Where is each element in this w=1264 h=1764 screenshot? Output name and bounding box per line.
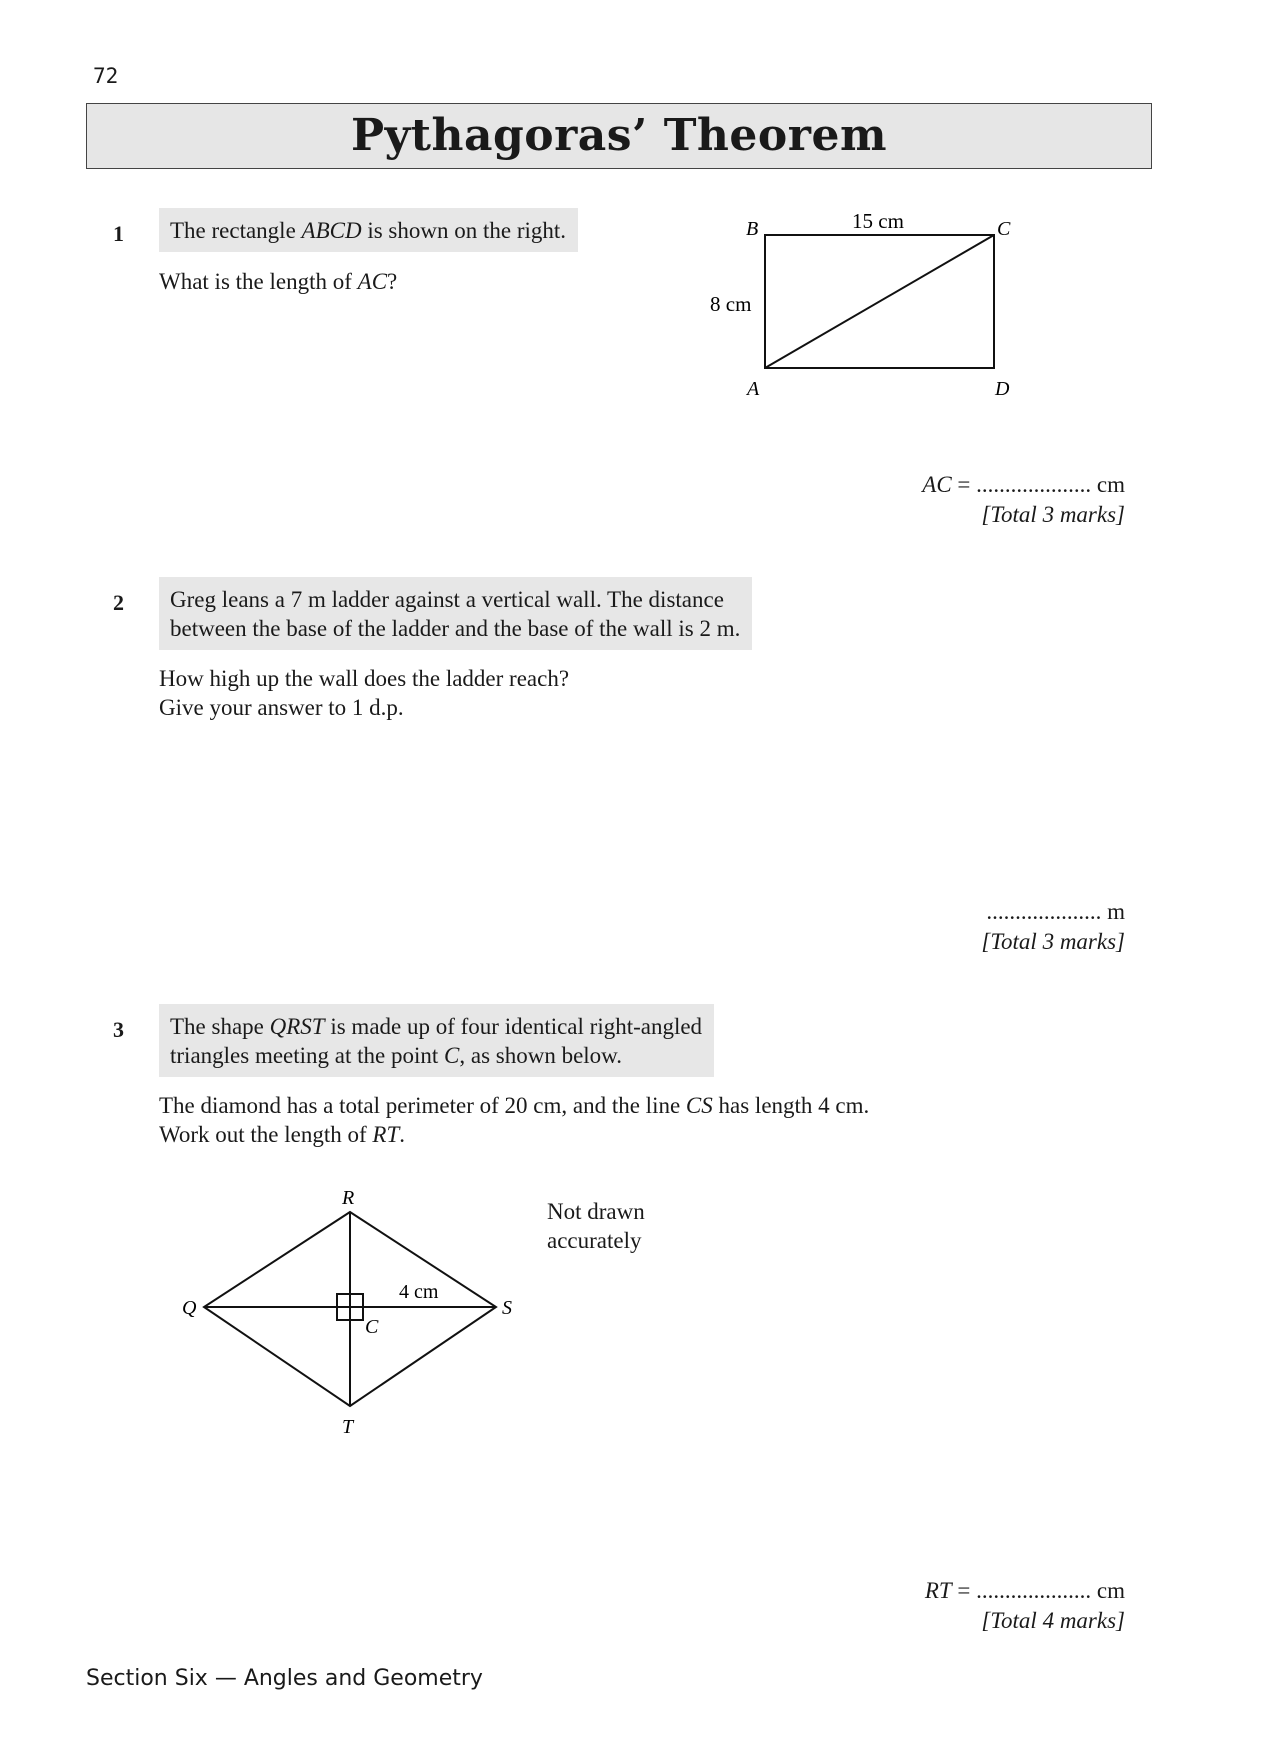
question-1-answer-line: AC = .................... cm <box>922 472 1125 497</box>
question-2-answer-line: .................... m <box>986 899 1125 924</box>
question-3-number: 3 <box>113 1017 124 1042</box>
question-3-prompt: The shape QRST is made up of four identical right-angled triangles meeting at the point C, as shown below. <box>159 1004 714 1077</box>
question-2-marks: [Total 3 marks] <box>981 929 1125 954</box>
question-1-marks: [Total 3 marks] <box>981 502 1125 527</box>
label-15cm: 15 cm <box>852 209 904 233</box>
page-title-banner <box>86 103 1152 169</box>
vertex-q: Q <box>182 1297 197 1319</box>
footer-section-title: Section Six — Angles and Geometry <box>86 1666 483 1691</box>
vertex-a: A <box>747 378 760 400</box>
rectangle-diagram <box>700 205 1020 410</box>
question-2-question: How high up the wall does the ladder reach? Give your answer to 1 d.p. <box>159 666 570 720</box>
diagonal-ac <box>765 235 994 368</box>
label-4cm: 4 cm <box>399 1281 439 1303</box>
question-3-answer-line: RT = .................... cm <box>924 1578 1125 1603</box>
question-3-question: The diamond has a total perimeter of 20 cm, and the line CS has length 4 cm. Work out the length of RT. <box>159 1093 870 1147</box>
vertex-r: R <box>342 1187 355 1209</box>
question-1-question: What is the length of AC? <box>159 269 398 294</box>
question-3-marks: [Total 4 marks] <box>981 1608 1125 1633</box>
diamond-diagram <box>175 1180 535 1450</box>
label-8cm: 8 cm <box>710 292 752 316</box>
not-drawn-accurately-note: Not drawn accurately <box>547 1199 645 1253</box>
vertex-t: T <box>342 1416 354 1438</box>
vertex-c: C <box>997 218 1011 240</box>
page-number: 72 <box>93 64 119 88</box>
page-title: Pythagoras’ Theorem <box>351 110 887 161</box>
question-1-number: 1 <box>113 221 124 246</box>
vertex-d: D <box>995 378 1010 400</box>
point-c: C <box>365 1316 379 1338</box>
vertex-s: S <box>502 1297 512 1319</box>
question-2-prompt: Greg leans a 7 m ladder against a vertical wall. The distance between the base of the ladder and the base of the wall is 2 m. <box>159 577 752 650</box>
question-1-prompt: The rectangle ABCD is shown on the right. <box>159 208 578 252</box>
vertex-b: B <box>746 218 759 240</box>
question-2-number: 2 <box>113 590 124 615</box>
